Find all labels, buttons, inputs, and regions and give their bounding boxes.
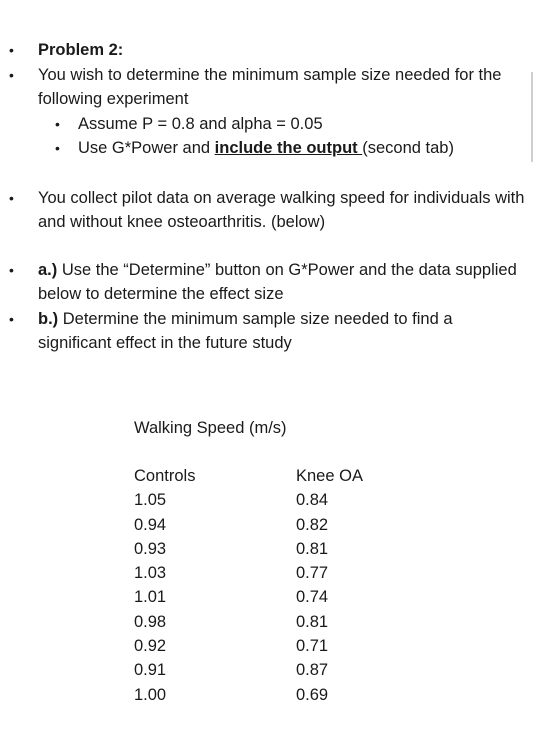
column-header: Controls — [134, 467, 196, 485]
pilot-text: You collect pilot data on average walking speed for individuals with and without knee osteoarthritis. (below) — [38, 189, 525, 231]
table-cell: 0.98 — [134, 612, 167, 631]
table-cell: 0.77 — [296, 564, 329, 583]
part-a-item — [9, 258, 528, 306]
problem-title-item — [9, 38, 528, 62]
bullet: • — [9, 42, 14, 58]
table-cell: 1.05 — [134, 491, 167, 510]
problem-title: Problem 2: — [38, 41, 124, 59]
part-a-text: Use the “Determine” button on G*Power and the data supplied below to determine the effect size — [38, 261, 517, 303]
table-cell: 0.71 — [296, 637, 329, 656]
table-cell: 0.69 — [296, 685, 329, 704]
bullet: • — [9, 262, 14, 278]
table-cell: 0.91 — [134, 661, 167, 680]
intro-text: You wish to determine the minimum sample size needed for the following experiment — [38, 66, 502, 108]
table-title: Walking Speed (m/s) — [134, 419, 287, 437]
table-cell: 0.93 — [134, 539, 167, 558]
bullet: • — [9, 67, 14, 83]
table-cell: 0.81 — [296, 612, 329, 631]
assumption-suffix: (second tab) — [362, 139, 454, 157]
part-b-label: b.) — [38, 310, 59, 328]
table-cell: 0.74 — [296, 588, 329, 607]
assumption-prefix: Use G*Power and — [78, 139, 215, 157]
table-cell: 0.82 — [296, 515, 329, 534]
table-cell: 0.87 — [296, 661, 329, 680]
controls-column — [134, 464, 195, 707]
table-cell: 0.94 — [134, 515, 167, 534]
pilot-item — [9, 186, 528, 234]
table-cell: 0.84 — [296, 491, 329, 510]
table-cell: 1.01 — [134, 588, 167, 607]
bullet: • — [9, 311, 14, 327]
assumption-item-1 — [55, 112, 518, 136]
assumption-item-2 — [55, 136, 518, 160]
table-cell: 0.81 — [296, 539, 329, 558]
assumption-emphasis: include the output — [214, 139, 363, 157]
table-cell: 1.00 — [134, 685, 167, 704]
edge-divider — [531, 72, 533, 162]
table-cell: 1.03 — [134, 564, 167, 583]
bullet: • — [55, 116, 60, 132]
bullet: • — [55, 140, 60, 156]
part-a-label: a.) — [38, 261, 58, 279]
bullet: • — [9, 190, 14, 206]
part-b-item — [9, 307, 528, 355]
intro-item — [9, 63, 528, 111]
assumption-text: Assume P = 0.8 and alpha = 0.05 — [78, 115, 323, 133]
column-header: Knee OA — [296, 467, 363, 485]
part-b-text: Determine the minimum sample size needed to find a significant effect in the future study — [38, 310, 453, 352]
table-cell: 0.92 — [134, 637, 167, 656]
knee-oa-column — [296, 464, 363, 707]
